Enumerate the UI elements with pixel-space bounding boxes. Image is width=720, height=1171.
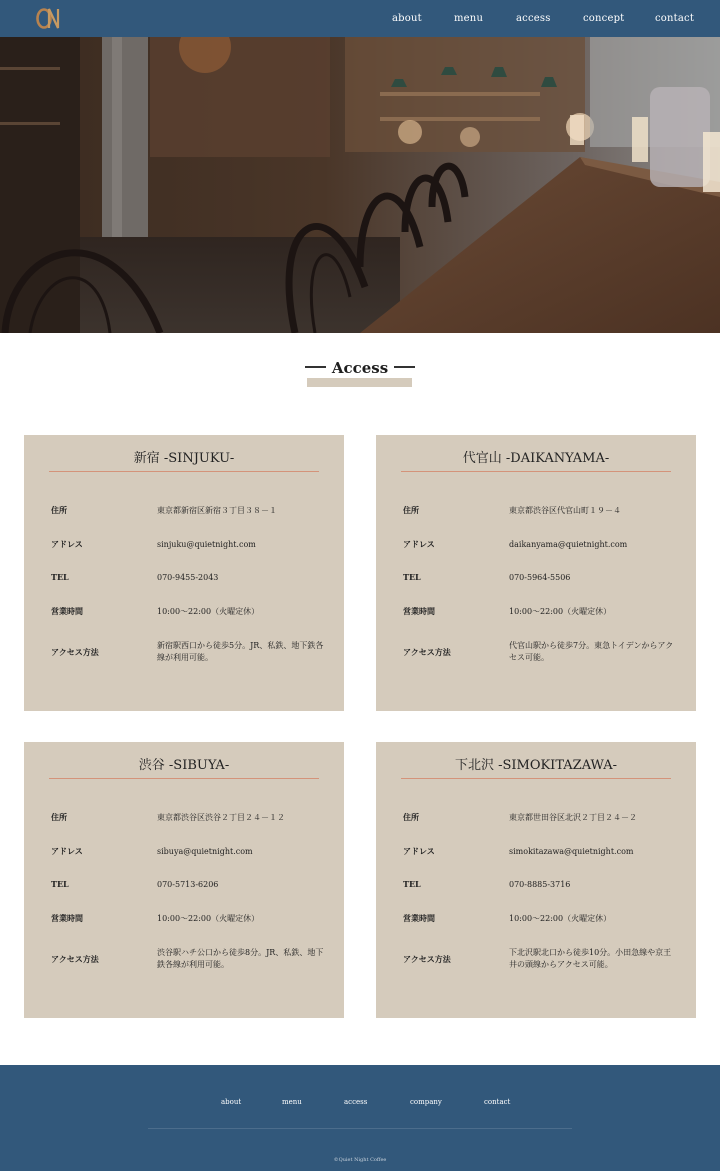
value-tel[interactable]: 070-5964-5506	[509, 573, 571, 582]
label-access: アクセス方法	[51, 647, 99, 657]
label-hours: 営業時間	[403, 606, 435, 616]
value-tel[interactable]: 070-9455-2043	[157, 573, 219, 582]
shop-name: 新宿 -SINJUKU-	[133, 451, 235, 466]
nav-menu[interactable]: menu	[454, 13, 484, 24]
value-access: 下北沢駅北口から徒歩10分。小田急線や京王井の頭線からアクセス可能。	[509, 948, 672, 969]
label-hours: 営業時間	[403, 913, 435, 923]
value-hours: 10:00～22:00（火曜定休）	[157, 607, 260, 616]
shop-card-shibuya	[24, 742, 344, 1018]
shop-card-daikanyama	[376, 435, 696, 711]
shop-name: 代官山 -DAIKANYAMA-	[462, 451, 610, 466]
title-line-right	[394, 366, 415, 368]
label-address: 住所	[403, 505, 419, 515]
label-address: 住所	[51, 505, 67, 515]
access-section-title	[0, 358, 720, 377]
value-hours: 10:00～22:00（火曜定休）	[157, 914, 260, 923]
value-email[interactable]: sibuya@quietnight.com	[157, 847, 253, 856]
value-hours: 10:00～22:00（火曜定休）	[509, 914, 612, 923]
footer-nav-access[interactable]: access	[344, 1098, 368, 1106]
label-access: アクセス方法	[51, 954, 99, 964]
label-hours: 営業時間	[51, 913, 83, 923]
footer-nav-contact[interactable]: contact	[484, 1098, 511, 1106]
label-email: アドレス	[403, 846, 435, 856]
value-tel[interactable]: 070-5713-6206	[157, 880, 219, 889]
label-tel: TEL	[403, 572, 421, 582]
nav-concept[interactable]: concept	[583, 13, 625, 24]
shop-name: 下北沢 -SIMOKITAZAWA-	[454, 758, 618, 773]
label-hours: 営業時間	[51, 606, 83, 616]
label-tel: TEL	[403, 879, 421, 889]
divider	[49, 778, 319, 779]
value-address: 東京都渋谷区渋谷２丁目２４－１２	[157, 813, 285, 822]
site-footer	[0, 1065, 720, 1171]
shop-card-shinjuku	[24, 435, 344, 711]
shop-card-shimokitazawa	[376, 742, 696, 1018]
shop-name: 渋谷 -SIBUYA-	[138, 758, 230, 773]
label-email: アドレス	[51, 539, 83, 549]
value-access: 代官山駅から徒歩7分。東急トイデンからアクセス可能。	[509, 641, 674, 662]
value-access: 渋谷駅ハチ公口から徒歩8分。JR、私鉄、地下鉄各線が利用可能。	[157, 948, 324, 969]
label-address: 住所	[51, 812, 67, 822]
footer-nav-about[interactable]: about	[221, 1098, 242, 1106]
label-email: アドレス	[51, 846, 83, 856]
page-title: Access	[331, 359, 389, 377]
value-access: 新宿駅西口から徒歩5分。JR、私鉄、地下鉄各線が利用可能。	[157, 641, 324, 662]
copyright: ©Quiet Night Coffee	[333, 1157, 387, 1163]
label-email: アドレス	[403, 539, 435, 549]
label-access: アクセス方法	[403, 647, 451, 657]
title-line-left	[305, 366, 326, 368]
label-address: 住所	[403, 812, 419, 822]
value-email[interactable]: daikanyama@quietnight.com	[509, 540, 628, 549]
label-tel: TEL	[51, 879, 69, 889]
value-email[interactable]: simokitazawa@quietnight.com	[509, 847, 634, 856]
nav-access[interactable]: access	[516, 13, 551, 24]
footer-divider	[148, 1128, 572, 1129]
value-email[interactable]: sinjuku@quietnight.com	[157, 540, 256, 549]
divider	[401, 471, 671, 472]
divider	[401, 778, 671, 779]
brand-logo-icon[interactable]	[36, 7, 61, 30]
value-address: 東京都新宿区新宿３丁目３８－１	[157, 506, 277, 515]
divider	[49, 471, 319, 472]
value-hours: 10:00～22:00（火曜定休）	[509, 607, 612, 616]
title-underline-bar	[307, 378, 412, 387]
value-tel[interactable]: 070-8885-3716	[509, 880, 571, 889]
nav-contact[interactable]: contact	[655, 13, 695, 24]
hero-image	[0, 37, 720, 333]
label-tel: TEL	[51, 572, 69, 582]
site-header	[0, 0, 720, 37]
footer-nav-menu[interactable]: menu	[282, 1098, 302, 1106]
footer-nav-company[interactable]: company	[410, 1098, 442, 1106]
value-address: 東京都世田谷区北沢２丁目２４－２	[509, 813, 637, 822]
nav-about[interactable]: about	[392, 13, 422, 24]
label-access: アクセス方法	[403, 954, 451, 964]
value-address: 東京都渋谷区代官山町１９－４	[509, 506, 621, 515]
